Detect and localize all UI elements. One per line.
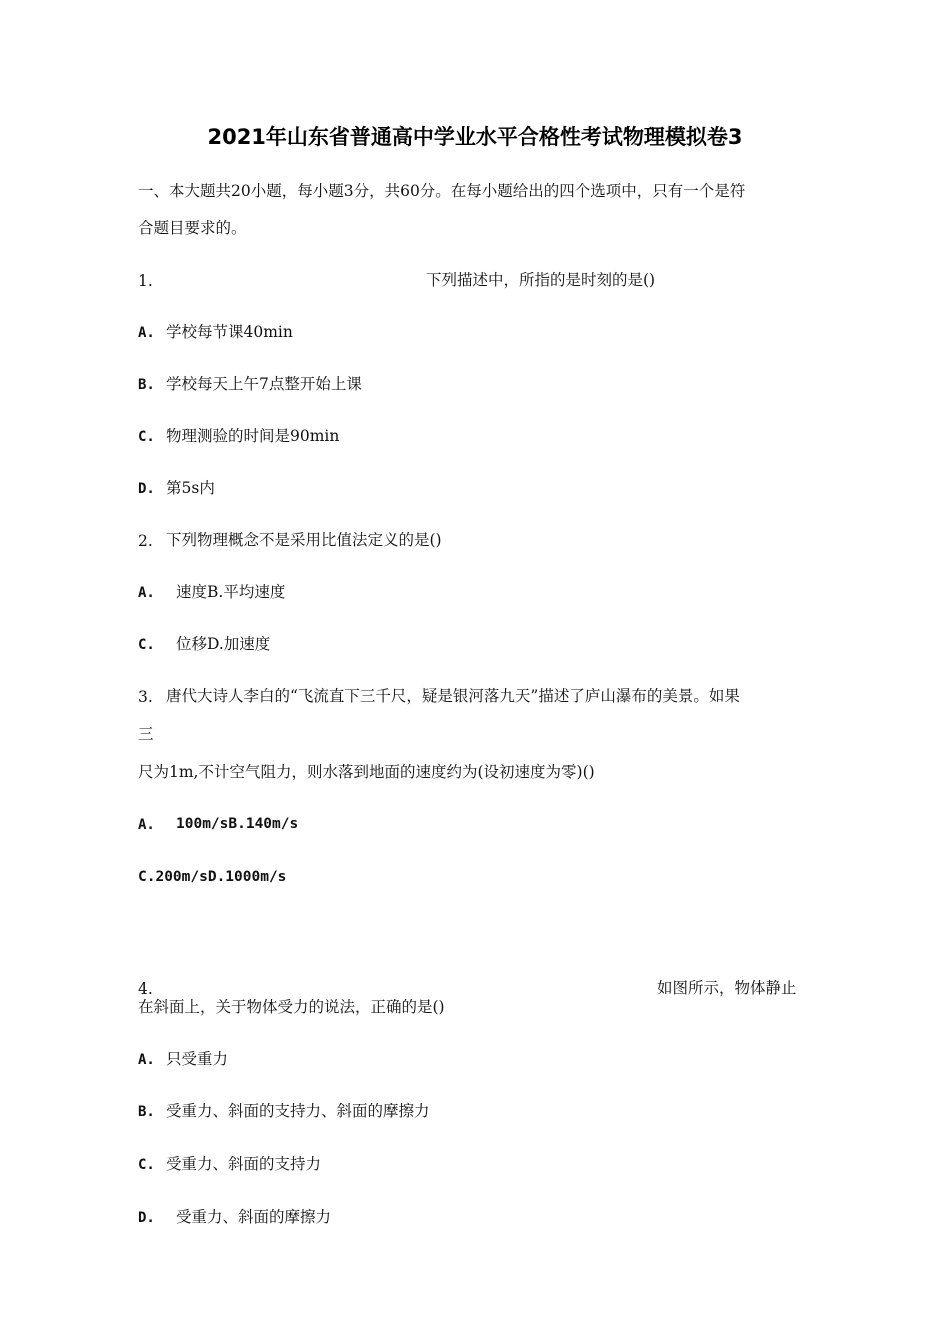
question-4-stem-part-1: 如图所示，物体静止	[657, 979, 797, 997]
section-instruction-line-2: 合题目要求的。	[138, 219, 247, 237]
question-4-option-b-text: 受重力、斜面的支持力、斜面的摩擦力	[166, 1102, 430, 1120]
question-3-options-ab-text: 100m/sB.140m/s	[176, 816, 299, 832]
question-4-stem-part-2: 在斜面上，关于物体受力的说法，正确的是()	[138, 998, 445, 1016]
question-3-stem-line-2: 三	[138, 725, 154, 743]
document-title: 2021年山东省普通高中学业水平合格性考试物理模拟卷3	[207, 125, 743, 149]
question-1-option-c-label: C.	[138, 429, 155, 445]
question-2-number: 2.	[138, 532, 153, 550]
question-1-option-b-label: B.	[138, 377, 155, 393]
question-4-option-a-text: 只受重力	[166, 1050, 229, 1068]
question-1-option-c-text: 物理测验的时间是90min	[166, 427, 340, 445]
question-4-option-c-text: 受重力、斜面的支持力	[166, 1155, 322, 1173]
question-3-options-cd-text: C.200m/sD.1000m/s	[138, 869, 287, 885]
section-instruction-line-1: 一、本大题共20小题，每小题3分，共60分。在每小题给出的四个选项中，只有一个是符	[138, 182, 746, 200]
question-4-number: 4.	[138, 980, 153, 998]
question-1-stem: 下列描述中，所指的是时刻的是()	[426, 271, 656, 289]
question-3-options-ab-label: A.	[138, 817, 155, 833]
question-1-option-d-text: 第5s内	[166, 479, 215, 497]
question-3-number: 3.	[138, 688, 153, 706]
question-4-option-d-text: 受重力、斜面的摩擦力	[176, 1208, 332, 1226]
question-4-option-a-label: A.	[138, 1052, 155, 1068]
question-2-options-cd-label: C.	[138, 637, 155, 653]
question-3-stem-line-3: 尺为1m,不计空气阻力，则水落到地面的速度约为(设初速度为零)()	[138, 763, 595, 781]
question-4-option-c-label: C.	[138, 1157, 155, 1173]
question-4-option-d-label: D.	[138, 1210, 155, 1226]
question-1-option-d-label: D.	[138, 481, 155, 497]
question-1-option-a-text: 学校每节课40min	[166, 323, 293, 341]
question-1-option-b-text: 学校每天上午7点整开始上课	[166, 375, 362, 393]
question-1-option-a-label: A.	[138, 325, 155, 341]
question-2-stem: 下列物理概念不是采用比值法定义的是()	[166, 531, 442, 549]
question-3-stem-line-1: 唐代大诗人李白的“飞流直下三千尺，疑是银河落九天”描述了庐山瀑布的美景。如果	[166, 687, 740, 705]
question-2-options-ab-label: A.	[138, 585, 155, 601]
question-2-options-ab-text: 速度B.平均速度	[176, 583, 286, 601]
question-1-number: 1.	[138, 272, 153, 290]
question-2-options-cd-text: 位移D.加速度	[176, 635, 271, 653]
question-4-option-b-label: B.	[138, 1104, 155, 1120]
